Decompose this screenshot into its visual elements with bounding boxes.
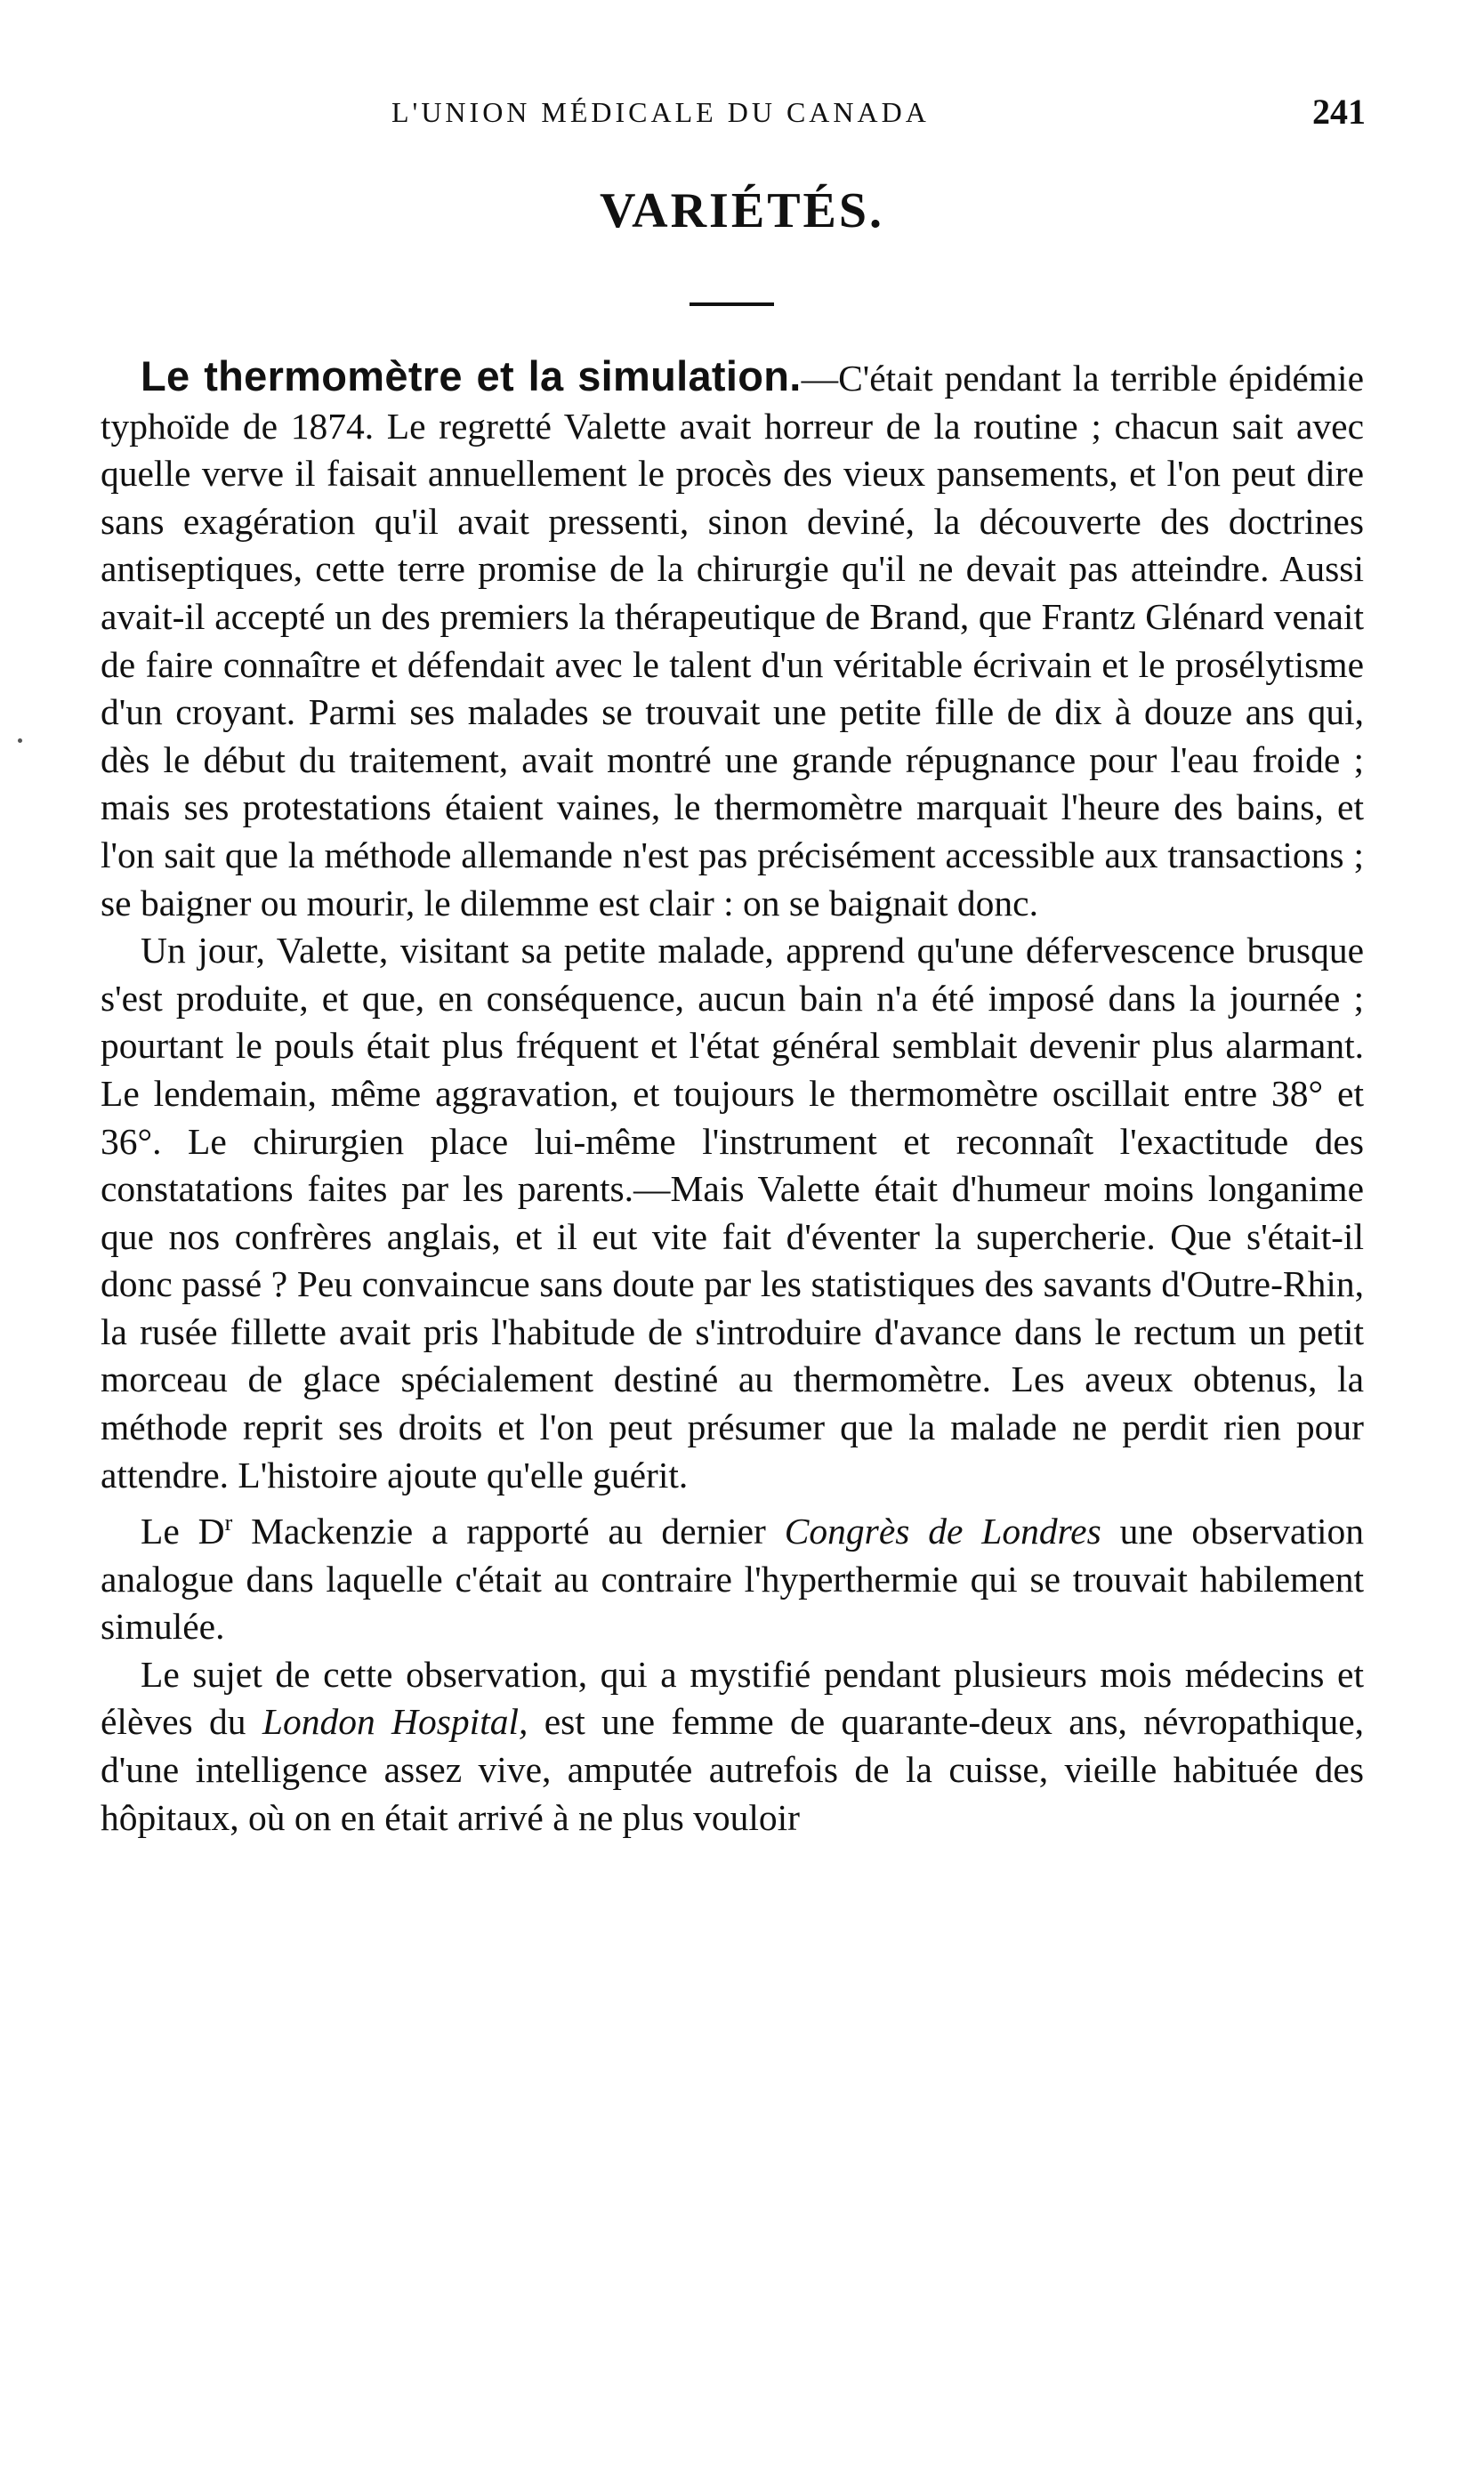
paragraph-4 [101,1651,1364,1842]
section-divider-rule [690,302,774,306]
paragraph-3-text-b: Mackenzie a rapporté au dernier [232,1511,785,1552]
page-number: 241 [1312,92,1366,132]
hospital-name: London Hospital, [262,1701,528,1743]
scan-speck [18,738,22,743]
congress-title: Congrès de Londres [784,1511,1101,1552]
paragraph-3 [101,1499,1364,1651]
paragraph-3-text-c: une observation analogue dans laquelle c'était au contraire l'hyperthermie qui se trouvait habilement simulée. [101,1511,1364,1648]
article-body [101,352,1364,1842]
paragraph-4-text-b: est une femme de quarante-deux ans, névropathique, d'une intelligence assez vive, amputée autrefois de la cuisse, vieille habituée des hôpitaux, où on en était arrivé à ne plus vouloir [101,1701,1364,1838]
section-title: VARIÉTÉS. [599,183,885,238]
paragraph-3-text-a: Le D [141,1511,225,1552]
paragraph-2: Un jour, Valette, visitant sa petite malade, apprend qu'une défervescence brusque s'est produite, et que, en conséquence, aucun bain n'a été imposé dans la journée ; pourtant le pouls était plus fréquent et l'état général semblait devenir plus alarmant. Le lendemain, même aggravation, et toujours le thermomètre oscillait entre 38° et 36°. Le chirurgien place lui-même l'instrument et reconnaît l'exactitude des constatations faites par les parents.—Mais Valette était d'humeur moins longanime que nos confrères anglais, et il eut vite fait d'éventer la supercherie. Que s'était-il donc passé ? Peu convaincue sans doute par les statistiques des savants d'Outre-Rhin, la rusée fillette avait pris l'habitude de s'introduire d'avance dans le rectum un petit morceau de glace spécialement destiné au thermomètre. Les aveux obtenus, la méthode reprit ses droits et l'on peut présumer que la malade ne perdit rien pour attendre. L'histoire ajoute qu'elle guérit. [101,930,1364,1495]
journal-name: L'UNION MÉDICALE DU CANADA [391,96,930,128]
paragraph-1-text: —C'était pendant la terrible épidémie typhoïde de 1874. Le regretté Valette avait horreur de la routine ; chacun sait avec quelle verve il faisait annuellement le procès des vieux pansements, et l'on peut dire sans exagération qu'il avait pressenti, sinon deviné, la découverte des doctrines antiseptiques, cette terre promise de la chirurgie qu'il ne devait pas atteindre. Aussi avait-il accepté un des premiers la thérapeutique de Brand, que Frantz Glénard venait de faire connaître et défendait avec le talent d'un véritable écrivain et le prosélytisme d'un croyant. Parmi ses malades se trouvait une petite fille de dix à douze ans qui, dès le début du traitement, avait montré une grande répugnance pour l'eau froide ; mais ses protestations étaient vaines, le thermomètre marquait l'heure des bains, et l'on sait que la méthode allemande n'est pas précisément accessible aux transactions ; se baigner ou mourir, le dilemme est clair : on se baignait donc. [101,358,1364,923]
article-title: Le thermomètre et la simulation. [141,352,802,399]
paragraph-1 [101,352,1364,927]
doctor-abbrev-superscript: r [224,1510,233,1536]
running-head [0,92,1484,141]
paragraph-4-text-a: Le sujet de cette observation, qui a mystifié pendant plusieurs mois médecins et élèves du [101,1653,1364,1743]
